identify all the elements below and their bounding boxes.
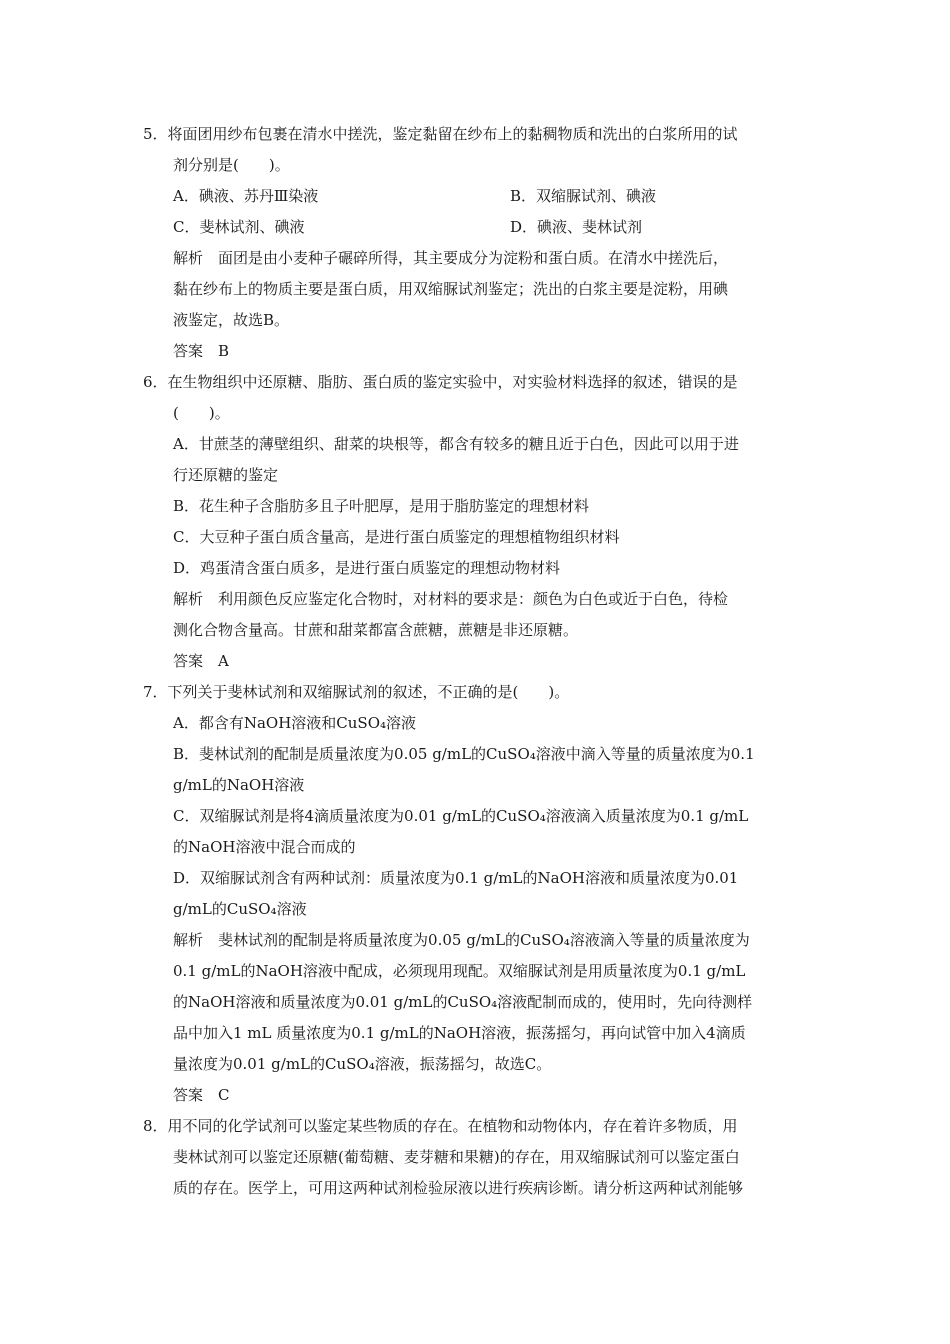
q6-analysis-line-1: 解析 利用颜色反应鉴定化合物时，对材料的要求是：颜色为白色或近于白色，待检 (173, 590, 729, 608)
q8-stem-line-2: 斐林试剂可以鉴定还原糖(葡萄糖、麦芽糖和果糖)的存在，用双缩脲试剂可以鉴定蛋白 (173, 1148, 740, 1166)
q7-option-b-line-1: B．斐林试剂的配制是质量浓度为0.05 g/mL的CuSO₄溶液中滴入等量的质量浓度为0.1 (173, 745, 755, 763)
q5-analysis-line-2: 黏在纱布上的物质主要是蛋白质，用双缩脲试剂鉴定；洗出的白浆主要是淀粉，用碘 (173, 280, 729, 298)
q7-option-d-line-2: g/mL的CuSO₄溶液 (173, 900, 307, 918)
q7-option-a: A．都含有NaOH溶液和CuSO₄溶液 (173, 714, 417, 732)
q6-stem-line-1: 6．在生物组织中还原糖、脂肪、蛋白质的鉴定实验中，对实验材料选择的叙述，错误的是 (143, 373, 738, 391)
q8-stem-line-3: 质的存在。医学上，可用这两种试剂检验尿液以进行疾病诊断。请分析这两种试剂能够 (173, 1179, 744, 1197)
q7-analysis-line-4: 品中加入1 mL 质量浓度为0.1 g/mL的NaOH溶液，振荡摇匀，再向试管中加入4滴质 (173, 1024, 746, 1042)
q6-analysis-line-2: 测化合物含量高。甘蔗和甜菜都富含蔗糖，蔗糖是非还原糖。 (173, 621, 579, 639)
q5-option-a: A．碘液、苏丹Ⅲ染液 (173, 187, 319, 205)
q5-analysis-line-3: 液鉴定，故选B。 (173, 311, 290, 329)
q6-option-a-line-1: A．甘蔗茎的薄壁组织、甜菜的块根等，都含有较多的糖且近于白色，因此可以用于进 (173, 435, 739, 453)
q5-option-b: B．双缩脲试剂、碘液 (510, 187, 657, 205)
q7-option-d-line-1: D．双缩脲试剂含有两种试剂：质量浓度为0.1 g/mL的NaOH溶液和质量浓度为0.01 (173, 869, 739, 887)
q6-option-a-line-2: 行还原糖的鉴定 (173, 466, 279, 484)
q7-analysis-line-2: 0.1 g/mL的NaOH溶液中配成，必须现用现配。双缩脲试剂是用质量浓度为0.1 g/mL (173, 962, 746, 980)
q7-option-c-line-2: 的NaOH溶液中混合而成的 (173, 838, 356, 856)
q7-analysis-line-5: 量浓度为0.01 g/mL的CuSO₄溶液，振荡摇匀，故选C。 (173, 1055, 552, 1073)
q5-option-c: C．斐林试剂、碘液 (173, 218, 305, 236)
q5-stem-line-1: 5．将面团用纱布包裹在清水中搓洗，鉴定黏留在纱布上的黏稠物质和洗出的白浆所用的试 (143, 125, 738, 143)
q5-analysis-line-1: 解析 面团是由小麦种子碾碎所得，其主要成分为淀粉和蛋白质。在清水中搓洗后， (173, 249, 729, 267)
q7-analysis-line-3: 的NaOH溶液和质量浓度为0.01 g/mL的CuSO₄溶液配制而成的，使用时，先向待测样 (173, 993, 753, 1011)
q7-answer: 答案 C (173, 1086, 230, 1104)
q7-option-b-line-2: g/mL的NaOH溶液 (173, 776, 305, 794)
q6-option-d: D．鸡蛋清含蛋白质多，是进行蛋白质鉴定的理想动物材料 (173, 559, 561, 577)
q7-option-c-line-1: C．双缩脲试剂是将4滴质量浓度为0.01 g/mL的CuSO₄溶液滴入质量浓度为0.1 g/mL (173, 807, 749, 825)
q6-option-b: B．花生种子含脂肪多且子叶肥厚，是用于脂肪鉴定的理想材料 (173, 497, 590, 515)
q8-stem-line-1: 8．用不同的化学试剂可以鉴定某些物质的存在。在植物和动物体内，存在着许多物质，用 (143, 1117, 738, 1135)
q7-stem: 7．下列关于斐林试剂和双缩脲试剂的叙述，不正确的是( )。 (143, 683, 570, 701)
q7-analysis-line-1: 解析 斐林试剂的配制是将质量浓度为0.05 g/mL的CuSO₄溶液滴入等量的质量浓度为 (173, 931, 750, 949)
q6-stem-line-2: ( )。 (173, 404, 230, 422)
q5-stem-line-2: 剂分别是( )。 (173, 156, 290, 174)
q5-option-d: D．碘液、斐林试剂 (510, 218, 643, 236)
q6-answer: 答案 A (173, 652, 229, 670)
q5-answer: 答案 B (173, 342, 230, 360)
q6-option-c: C．大豆种子蛋白质含量高，是进行蛋白质鉴定的理想植物组织材料 (173, 528, 620, 546)
